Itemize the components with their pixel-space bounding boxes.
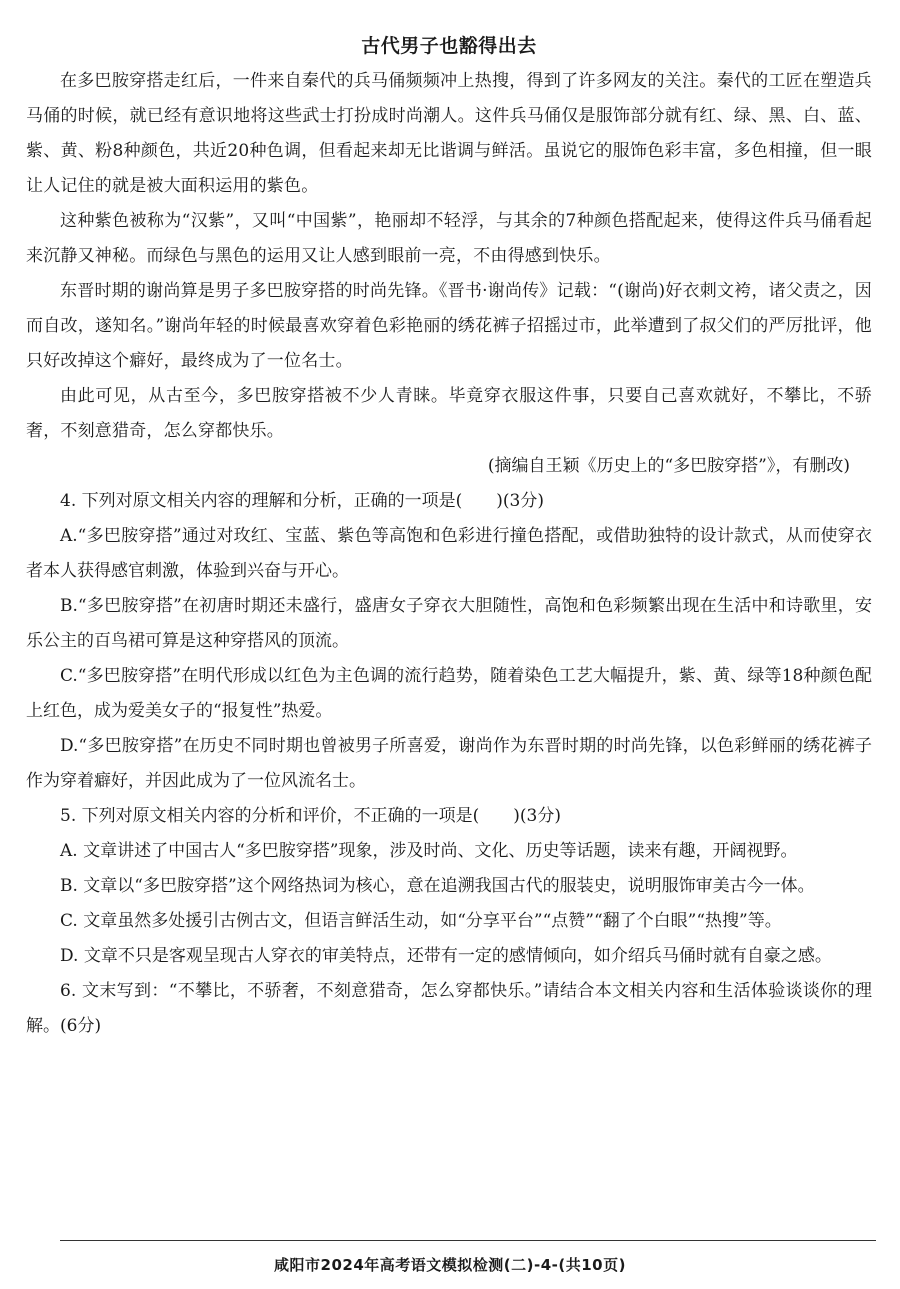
article-source: (摘编自王颖《历史上的“多巴胺穿搭”》，有删改) — [487, 456, 850, 476]
option-b: B.“多巴胺穿搭”在初唐时期还未盛行，盛唐女子穿衣大胆随性，高饱和色彩频繁出现在生活中和诗歌里，安乐公主的百鸟裙可算是这种穿搭风的顶流。 — [26, 596, 872, 651]
question-stem: 4. 下列对原文相关内容的理解和分析，正确的一项是( )(3分) — [60, 491, 544, 511]
question-6 — [26, 974, 872, 1044]
question-5 — [26, 799, 872, 974]
article-body — [26, 64, 872, 449]
page-footer: 咸阳市2024年高考语文模拟检测(二)-4-(共10页) — [274, 1256, 626, 1274]
option-c: C. 文章虽然多处援引古例古文，但语言鲜活生动，如“分享平台”“点赞”“翻了个白眼”“热搜”等。 — [60, 911, 782, 931]
question-4 — [26, 484, 872, 799]
article-paragraph-2: 这种紫色被称为“汉紫”，又叫“中国紫”，艳丽却不轻浮，与其余的7种颜色搭配起来，使得这件兵马俑看起来沉静又神秘。而绿色与黑色的运用又让人感到眼前一亮，不由得感到快乐。 — [26, 211, 872, 266]
option-a: A. 文章讲述了中国古人“多巴胺穿搭”现象，涉及时尚、文化、历史等话题，读来有趣，开阔视野。 — [60, 841, 798, 861]
article-title: 古代男子也豁得出去 — [361, 35, 537, 57]
question-stem: 6. 文末写到：“不攀比，不骄奢，不刻意猎奇，怎么穿都快乐。”请结合本文相关内容和生活体验谈谈你的理解。(6分) — [26, 981, 872, 1036]
article-paragraph-3: 东晋时期的谢尚算是男子多巴胺穿搭的时尚先锋。《晋书·谢尚传》记载：“(谢尚)好衣刺文袴，诸父责之，因而自改，遂知名。”谢尚年轻的时候最喜欢穿着色彩艳丽的绣花裤子招摇过市，此举遭到了叔父们的严厉批评，他只好改掉这个癖好，最终成为了一位名士。 — [26, 281, 872, 371]
question-stem: 5. 下列对原文相关内容的分析和评价，不正确的一项是( )(3分) — [60, 806, 561, 826]
article-paragraph-4: 由此可见，从古至今，多巴胺穿搭被不少人青睐。毕竟穿衣服这件事，只要自己喜欢就好，不攀比，不骄奢，不刻意猎奇，怎么穿都快乐。 — [26, 386, 872, 441]
option-b: B. 文章以“多巴胺穿搭”这个网络热词为核心，意在追溯我国古代的服装史，说明服饰审美古今一体。 — [60, 876, 815, 896]
option-d: D.“多巴胺穿搭”在历史不同时期也曾被男子所喜爱，谢尚作为东晋时期的时尚先锋，以色彩鲜丽的绣花裤子作为穿着癖好，并因此成为了一位风流名士。 — [26, 736, 872, 791]
article-paragraph-1: 在多巴胺穿搭走红后，一件来自秦代的兵马俑频频冲上热搜，得到了许多网友的关注。秦代的工匠在塑造兵马俑的时候，就已经有意识地将这些武士打扮成时尚潮人。这件兵马俑仅是服饰部分就有红、绿、黑、白、蓝、紫、黄、粉8种颜色，共近20种色调，但看起来却无比谐调与鲜活。虽说它的服饰色彩丰富，多色相撞，但一眼让人记住的就是被大面积运用的紫色。 — [26, 71, 872, 196]
option-d: D. 文章不只是客观呈现古人穿衣的审美特点，还带有一定的感情倾向，如介绍兵马俑时就有自豪之感。 — [60, 946, 832, 966]
footer-divider — [60, 1240, 876, 1241]
option-c: C.“多巴胺穿搭”在明代形成以红色为主色调的流行趋势，随着染色工艺大幅提升，紫、黄、绿等18种颜色配上红色，成为爱美女子的“报复性”热爱。 — [26, 666, 872, 721]
option-a: A.“多巴胺穿搭”通过对玫红、宝蓝、紫色等高饱和色彩进行撞色搭配，或借助独特的设计款式，从而使穿衣者本人获得感官刺激，体验到兴奋与开心。 — [26, 526, 872, 581]
